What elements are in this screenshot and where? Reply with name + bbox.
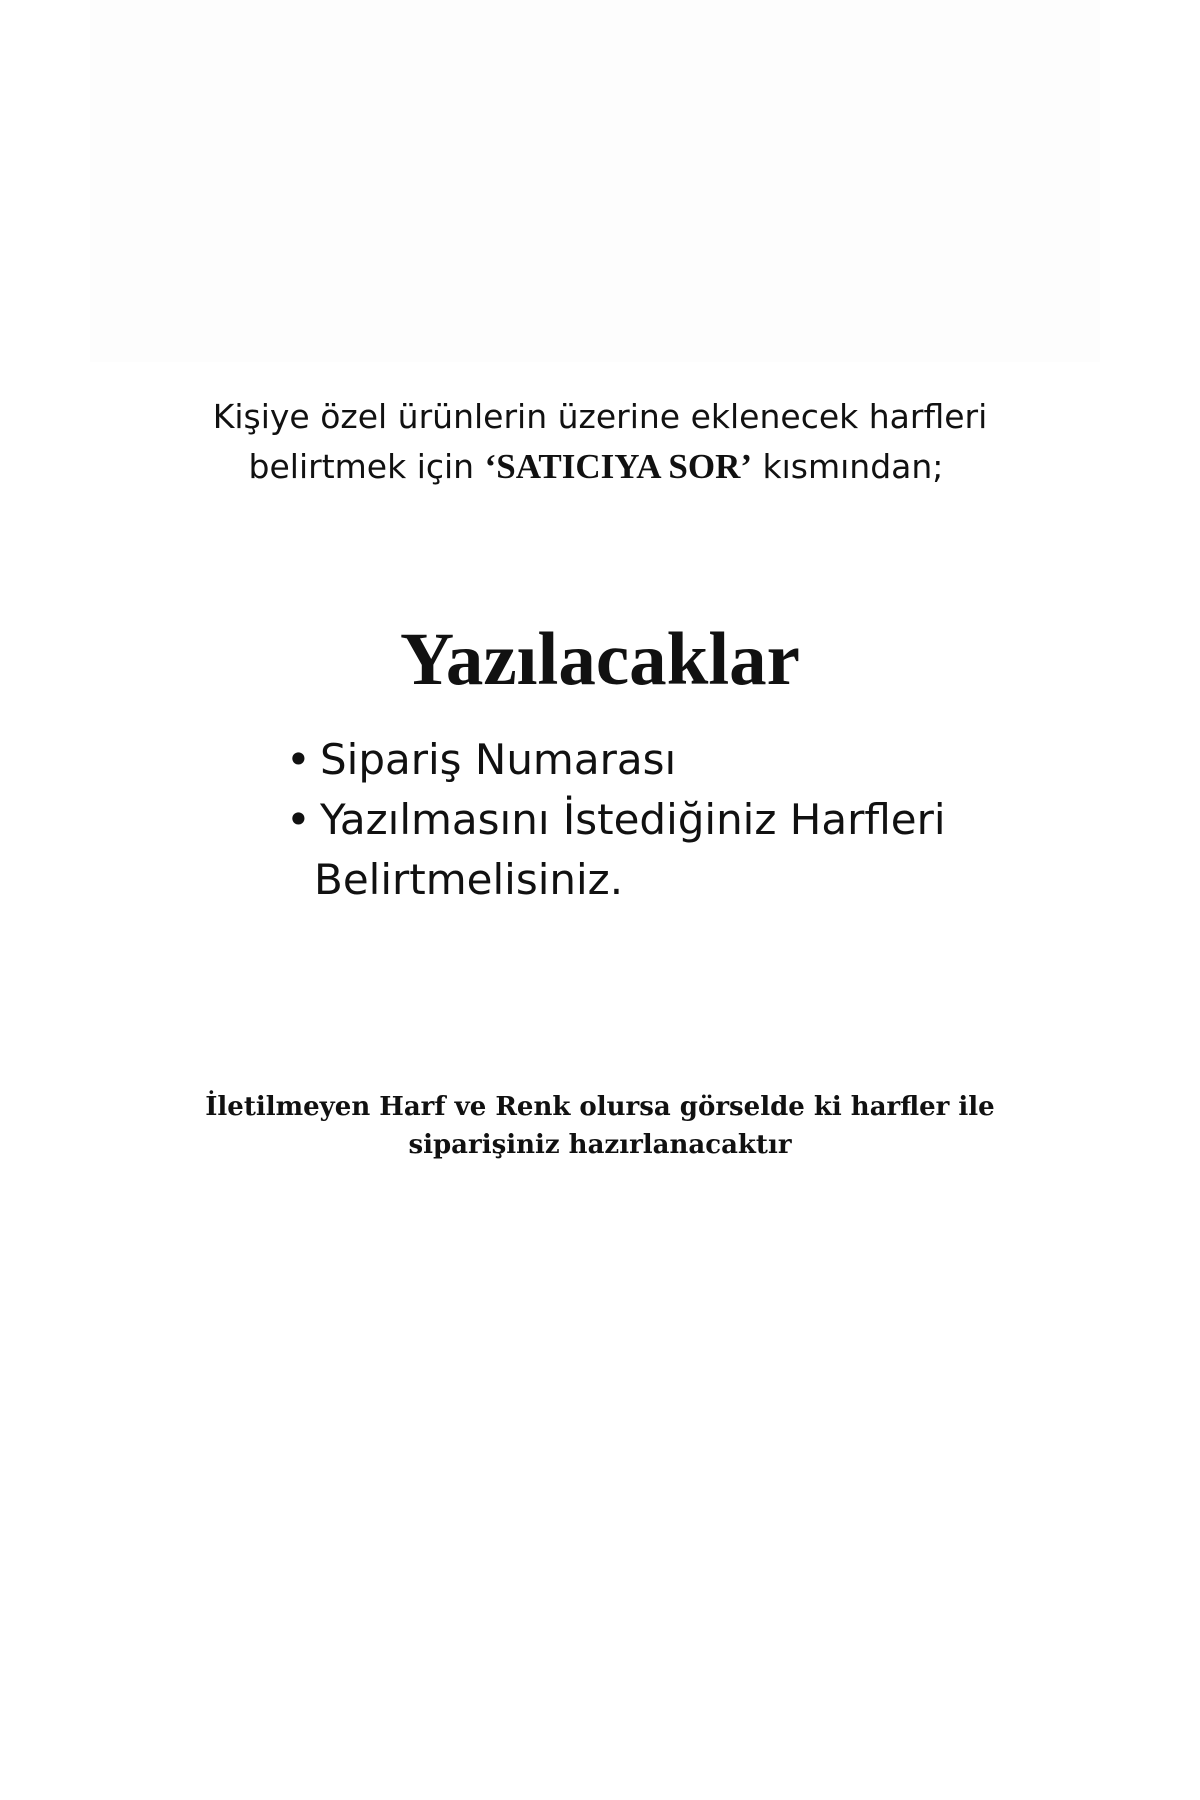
bullet-icon: • <box>286 735 311 784</box>
list-item <box>282 790 1082 910</box>
list-item <box>282 730 1082 790</box>
intro-line-1: Kişiye özel ürünlerin üzerine eklenecek harfleri <box>212 397 988 436</box>
intro-line-2-prefix: belirtmek için <box>248 447 485 486</box>
notice-text <box>0 1088 1200 1164</box>
intro-line-2-suffix: kısmından; <box>752 447 944 486</box>
intro-text <box>0 392 1200 492</box>
list-item-letters-line-1: Yazılmasını İstediğiniz Harfleri <box>320 795 946 844</box>
list-item-order-number: Sipariş Numarası <box>320 735 677 784</box>
top-blank-panel <box>90 0 1100 362</box>
bullet-icon: • <box>286 795 311 844</box>
notice-line-1: İletilmeyen Harf ve Renk olursa görselde ki harfler ile <box>205 1092 995 1122</box>
intro-line-2 <box>0 442 1200 492</box>
requirements-list <box>282 730 1082 910</box>
notice-line-2: siparişiniz hazırlanacaktır <box>408 1130 792 1160</box>
page-title: Yazılacaklar <box>400 618 800 701</box>
ask-seller-highlight: ‘SATICIYA SOR’ <box>484 447 753 486</box>
list-item-letters-line-2: Belirtmelisiniz. <box>314 855 624 904</box>
